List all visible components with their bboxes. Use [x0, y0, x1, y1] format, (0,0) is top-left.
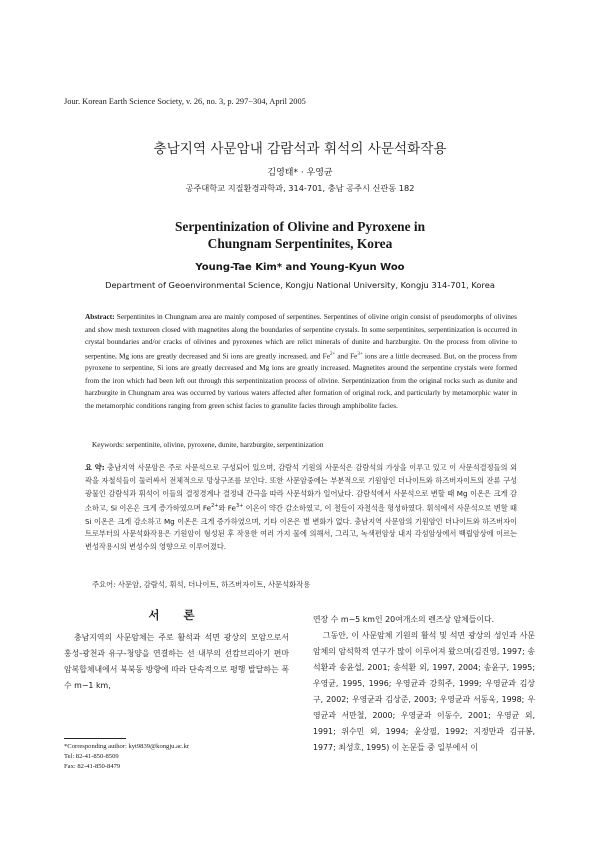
korean-abstract: [85, 462, 517, 554]
korean-title: 충남지역 사문암내 감람석과 휘석의 사문석화작용: [153, 141, 447, 157]
abstract-label: Abstract:: [85, 312, 115, 321]
abstract-text-2: and Fe: [335, 350, 358, 360]
english-abstract: [85, 311, 517, 412]
korean-abstract-text-2: 와 Fe: [218, 503, 236, 513]
abstract-text-1: Serpentinites in Chungnam area are mainly composed of serpentines. Serpentines of olivine origin consist of pseudomorphs of olivines and show mesh textureen closed with magnetites along the boundaries of serpentine crystals. In some serpentinites, serpentinization is occurred in crystal boundaries and/or cracks of olivines and pyroxenes which are relict minerals of dunite and harzburgite. On the process from olivine to serpentine, Mg ions are greatly decreased and Si ions are greatly increased, and Fe: [85, 312, 517, 360]
english-title-line-2: Chungnam Serpentinites, Korea: [207, 236, 393, 251]
korean-affiliation: 공주대학교 지질환경과학과, 314-701, 충남 공주시 신관동 182: [185, 183, 415, 193]
journal-citation: Jour. Korean Earth Science Society, v. 26, no. 3, p. 297−304, April 2005: [64, 97, 306, 106]
footnote-fax: Fax: 82-41-850-8479: [64, 763, 121, 770]
english-title: [0, 218, 600, 252]
korean-keywords: 주요어: 사문암, 감람석, 휘석, 더나이트, 하즈버자이트, 사문석화작용: [92, 580, 311, 589]
abstract-superscript-1: 2+: [329, 351, 336, 357]
section-heading: 서 론: [148, 608, 205, 622]
english-authors: Young-Tae Kim* and Young-Kyun Woo: [195, 262, 405, 273]
korean-abstract-text-3: 이온이 약간 감소하였고, 이 철들이 자철석을 형성하였다. 휘석에서 사문석으로 변할 때 Si 이온은 크게 감소하고 Mg 이온은 크게 증가하였으며, 기타 이온은 별 변화가 없다. 충남지역 사문암의 기원암인 더나이트와 하즈버자이트로부터의 사문석화작용은 기원암이 형성된 후 작용한 여러 가지 물에 의해서, 그리고, 녹색편암상 내지 각섬암상에서 백립암상에 이르는 변성작용시의 변성수의 영향으로 이루어졌다.: [85, 503, 517, 552]
intro-right-paragraph-2: 그동안, 이 사문암체 기원의 활석 및 석면 광상의 성인과 사문암체의 암석학적 연구가 많이 이루어져 왔으며(김진영, 1997; 송석환과 송윤섭, 2001; 송석환 외, 1997, 2004; 송윤구, 1995; 우영균, 1995, 1996; 우영균과 강희주, 1999; 우영균과 김상구, 2002; 우영균과 김상준, 2003; 우영균과 서동욱, 1998; 우영균과 서만철, 2000; 우영균과 이동수, 2001; 우영균 외, 1991; 위수민 외, 1994; 윤상필, 1992; 지정만과 김규봉, 1977; 최성호, 1995) 이 논문들 중 일부에서 이: [313, 631, 535, 752]
intro-right-column: [313, 612, 535, 756]
intro-left-paragraph: 충남지역의 사문암체는 주로 활석과 석면 광상의 모암으로서 홍성-광천과 유구-청양을 연결하는 선 내부의 선캄브리아기 편마암복합체내에서 북북동 방향에 따라 단속적으로 평행 발달하는 폭 수 m−1 km,: [64, 633, 289, 690]
korean-abstract-text-1: 충남지역 사문암은 주로 사문석으로 구성되어 있으며, 감람석 기원의 사문석은 감람석의 가상을 이루고 있고 이 사문석결정들의 외곽을 자철석들이 둘러싸서 전체적으로 망상구조를 보인다. 또한 사문암중에는 부분적으로 기원암인 더나이트와 하즈버자이트의 잔류 구성광물인 감람석과 휘석이 이들의 결정경계나 결정내 간극을 따라 사문석화가 일어났다. 감람석에서 사문석으로 변할 때 Mg 이온은 크게 감소하고, Si 이온은 크게 증가하였으며 Fe: [85, 463, 518, 513]
korean-abstract-superscript-1: 2+: [211, 503, 219, 510]
english-title-line-1: Serpentinization of Olivine and Pyroxene in: [174, 219, 426, 234]
footnotes: [64, 742, 289, 772]
intro-left-column: [64, 630, 289, 694]
intro-right-paragraph-1: 연장 수 m−5 km인 20여개소의 렌즈상 암체들이다.: [313, 615, 495, 624]
footnote-divider: [64, 738, 126, 739]
abstract-text-3: ions are a little decreased. But, on the process from pyroxene to serpentine, Si ions are greatly decreased and Mg ions are greatly increased. Magnetites around the serpentine crystals were formed from the iron which had been left out through this serpentinization process of olivine. Serpentinization from the original rocks such as dunite and harzburgite in Chungnam area was occurred by various waters affected after formation of original rock, and particularly by metamorphic water in the metamorphic conditions ranging from green schist facies to granulite facies through amphibolite facies.: [85, 350, 517, 410]
korean-abstract-label: 요 약:: [85, 463, 105, 472]
abstract-superscript-2: 3+: [357, 351, 363, 357]
footnote-tel: Tel: 82-41-850-8509: [64, 753, 119, 760]
footnote-corresponding-author: *Corresponding author: kyt9839@kongju.ac.kr: [64, 743, 190, 750]
english-affiliation: Department of Geoenvironmental Science, Kongju National University, Kongju 314-701, Korea: [105, 280, 495, 290]
english-keywords: Keywords: serpentinite, olivine, pyroxene, dunite, harzburgite, serpentinization: [92, 440, 324, 449]
korean-authors: 김영태* · 우영균: [267, 168, 333, 178]
korean-abstract-superscript-2: 3+: [235, 503, 244, 510]
